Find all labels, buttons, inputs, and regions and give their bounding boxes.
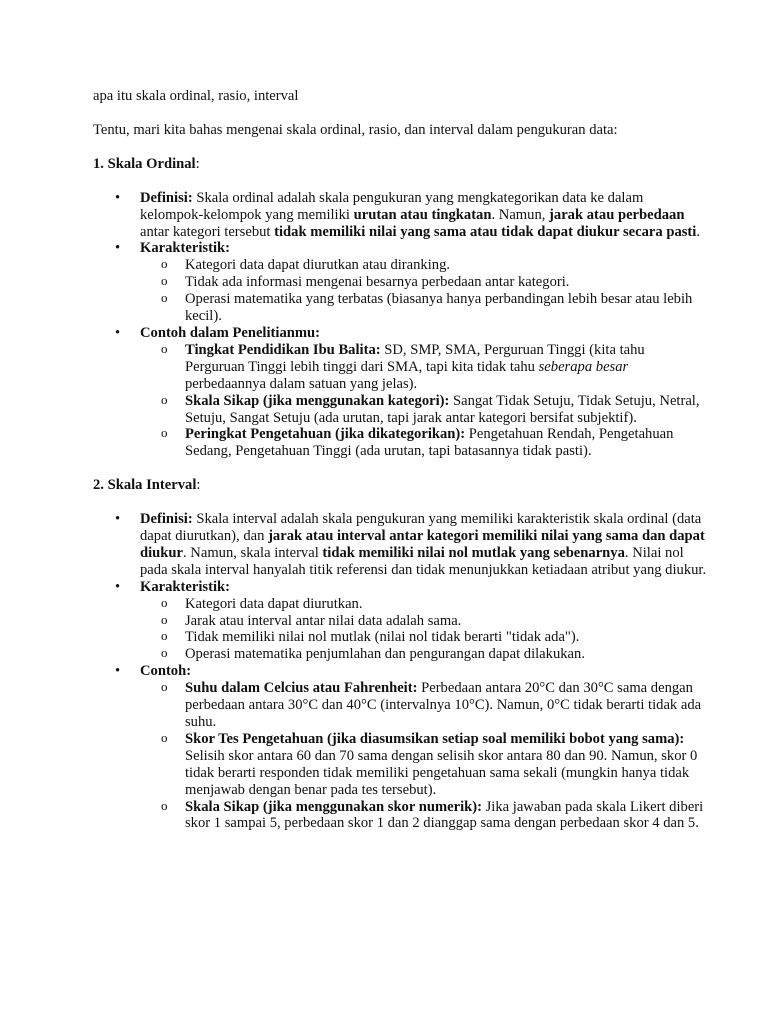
- section-heading-ordinal: 1. Skala Ordinal:: [93, 155, 200, 172]
- list-item: o Skor Tes Pengetahuan (jika diasumsikan setiap soal memiliki bobot yang sama): Selisih skor antara 60 dan 70 sama dengan selisih skor antara 80 dan 90. Namun, skor 0 tidak berarti responden tidak memiliki pengetahuan sama sekali (mungkin hanya tidak menjawab dengan benar pada tes tersebut).: [185, 731, 708, 799]
- interval-definisi: • Definisi: Skala interval adalah skala pengukuran yang memiliki karakteristik skala ordinal (data dapat diurutkan), dan jarak atau interval antar kategori memiliki nilai yang sama dan dapat diukur. Namun, skala interval tidak memiliki nilai nol mutlak yang sebenarnya. Nilai nol pada skala interval hanyalah titik referensi dan tidak menunjukkan ketiadaan atribut yang diukur.: [140, 511, 708, 579]
- list-item: o Tidak ada informasi mengenai besarnya perbedaan antar kategori.: [185, 274, 708, 291]
- interval-contoh: • Contoh: o Suhu dalam Celcius atau Fahrenheit: Perbedaan antara 20°C dan 30°C sama dengan perbedaan antara 30°C dan 40°C (intervalnya 10°C). Namun, 0°C tidak berarti tidak ada suhu. o Skor Tes Pengetahuan (jika diasumsikan setiap soal memiliki bobot yang sama): Selisih skor antara 60 dan 70 sama dengan selisih skor antara 80 dan 90. Namun, skor 0 tidak berarti responden tidak memiliki pengetahuan sama sekali (mungkin hanya tidak menjawab dengan benar pada tes tersebut). o Skala Sikap (jika menggunakan skor numerik): Jika jawaban pada skala Likert diberi skor 1 sampai 5, perbedaan skor 1 dan 2 dianggap sama dengan perbedaan skor 4 dan 5.: [140, 663, 708, 832]
- ordinal-definisi: • Definisi: Skala ordinal adalah skala pengukuran yang mengkategorikan data ke dalam kelompok-kelompok yang memiliki urutan atau tingkatan. Namun, jarak atau perbedaan antar kategori tersebut tidak memiliki nilai yang sama atau tidak dapat diukur secara pasti.: [140, 190, 708, 241]
- ordinal-karakteristik: • Karakteristik: o Kategori data dapat diurutkan atau diranking. o Tidak ada informasi mengenai besarnya perbedaan antar kategori. o Operasi matematika yang terbatas (biasanya hanya perbandingan lebih besar atau lebih kecil).: [140, 240, 708, 325]
- list-item: o Tingkat Pendidikan Ibu Balita: SD, SMP, SMA, Perguruan Tinggi (kita tahu Perguruan Tinggi lebih tinggi dari SMA, tapi kita tidak tahu seberapa besar perbedaannya dalam satuan yang jelas).: [185, 342, 708, 393]
- list-item: o Tidak memiliki nilai nol mutlak (nilai nol tidak berarti "tidak ada").: [185, 629, 708, 646]
- list-item: o Jarak atau interval antar nilai data adalah sama.: [185, 613, 708, 630]
- section-heading-interval: 2. Skala Interval:: [93, 477, 201, 494]
- list-item: o Kategori data dapat diurutkan.: [185, 596, 708, 613]
- list-item: o Skala Sikap (jika menggunakan skor numerik): Jika jawaban pada skala Likert diberi skor 1 sampai 5, perbedaan skor 1 dan 2 dianggap sama dengan perbedaan skor 4 dan 5.: [185, 799, 708, 833]
- list-item: o Suhu dalam Celcius atau Fahrenheit: Perbedaan antara 20°C dan 30°C sama dengan perbedaan antara 30°C dan 40°C (intervalnya 10°C). Namun, 0°C tidak berarti tidak ada suhu.: [185, 680, 708, 731]
- ordinal-list: [93, 190, 708, 461]
- interval-karakteristik: • Karakteristik: o Kategori data dapat diurutkan. o Jarak atau interval antar nilai data adalah sama. o Tidak memiliki nilai nol mutlak (nilai nol tidak berarti "tidak ada"). o Operasi matematika penjumlahan dan pengurangan dapat dilakukan.: [140, 579, 708, 664]
- ordinal-contoh: • Contoh dalam Penelitianmu: o Tingkat Pendidikan Ibu Balita: SD, SMP, SMA, Perguruan Tinggi (kita tahu Perguruan Tinggi lebih tinggi dari SMA, tapi kita tidak tahu seberapa besar perbedaannya dalam satuan yang jelas). o Skala Sikap (jika menggunakan kategori): Sangat Tidak Setuju, Tidak Setuju, Netral, Setuju, Sangat Setuju (ada urutan, tapi jarak antar kategori bersifat subjektif). o Peringkat Pengetahuan (jika dikategorikan): Pengetahuan Rendah, Pengetahuan Sedang, Pengetahuan Tinggi (ada urutan, tapi batasannya tidak pasti).: [140, 325, 708, 460]
- question-text: apa itu skala ordinal, rasio, interval: [93, 88, 299, 104]
- intro-text: Tentu, mari kita bahas mengenai skala ordinal, rasio, dan interval dalam pengukuran data:: [93, 121, 618, 138]
- list-item: o Peringkat Pengetahuan (jika dikategorikan): Pengetahuan Rendah, Pengetahuan Sedang, Pengetahuan Tinggi (ada urutan, tapi batasannya tidak pasti).: [185, 426, 708, 460]
- ordinal-karakteristik-list: [140, 257, 708, 325]
- list-item: o Operasi matematika yang terbatas (biasanya hanya perbandingan lebih besar atau lebih kecil).: [185, 291, 708, 325]
- list-item: o Kategori data dapat diurutkan atau diranking.: [185, 257, 708, 274]
- list-item: o Operasi matematika penjumlahan dan pengurangan dapat dilakukan.: [185, 646, 708, 663]
- interval-list: [93, 511, 708, 832]
- interval-karakteristik-list: [140, 596, 708, 664]
- ordinal-contoh-list: [140, 342, 708, 460]
- list-item: o Skala Sikap (jika menggunakan kategori): Sangat Tidak Setuju, Tidak Setuju, Netral, Setuju, Sangat Setuju (ada urutan, tapi jarak antar kategori bersifat subjektif).: [185, 393, 708, 427]
- interval-contoh-list: [140, 680, 708, 832]
